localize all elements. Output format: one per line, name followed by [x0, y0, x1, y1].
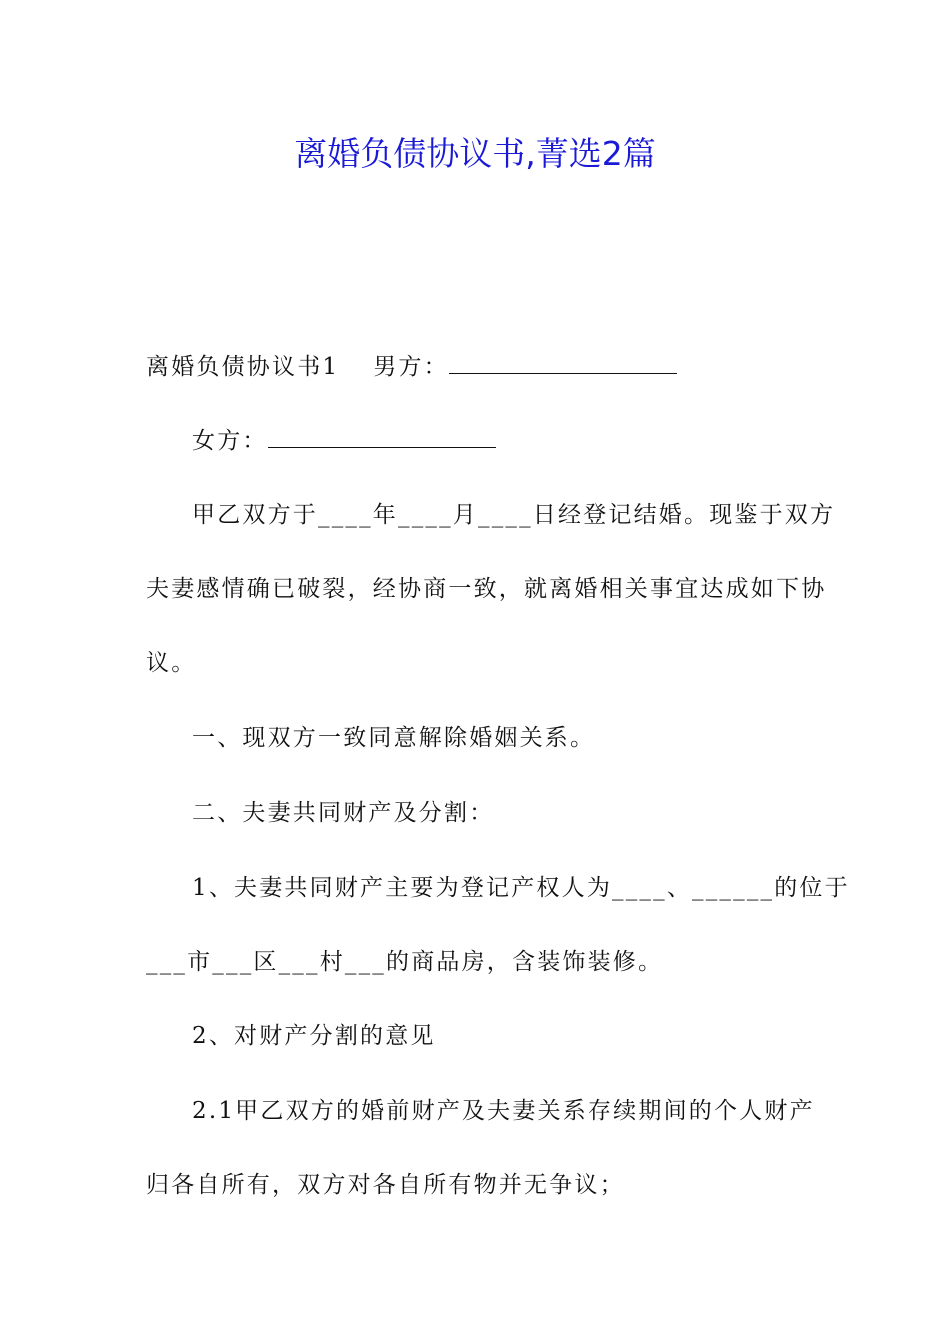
document-title: 离婚负债协议书,菁选2篇	[294, 134, 656, 173]
clause-two: 二、夫妻共同财产及分割：	[192, 800, 495, 826]
male-label: 男方：	[373, 354, 449, 380]
paragraph-line: 甲乙双方于____年____月____日经登记结婚。现鉴于双方	[192, 502, 836, 528]
paragraph-line: 夫妻感情确已破裂，经协商一致，就离婚相关事宜达成如下协	[146, 576, 827, 602]
item-two: 2、对财产分割的意见	[192, 1023, 436, 1049]
agreement-heading: 离婚负债协议书1	[146, 354, 340, 380]
female-label: 女方：	[192, 428, 268, 454]
paragraph-line: 议。	[146, 650, 197, 676]
item-two-one-line: 归各自所有，双方对各自所有物并无争议；	[146, 1172, 625, 1198]
item-two-one-line: 2.1甲乙双方的婚前财产及夫妻关系存续期间的个人财产	[192, 1098, 815, 1124]
item-one-line: ___市___区___村___的商品房，含装饰装修。	[146, 949, 664, 975]
clause-one: 一、现双方一致同意解除婚姻关系。	[192, 725, 596, 751]
heading-row	[146, 348, 677, 381]
male-name-blank	[449, 351, 677, 374]
female-row	[192, 422, 496, 455]
female-name-blank	[268, 425, 496, 448]
item-one-line: 1、夫妻共同财产主要为登记产权人为____、______的位于	[192, 875, 850, 901]
